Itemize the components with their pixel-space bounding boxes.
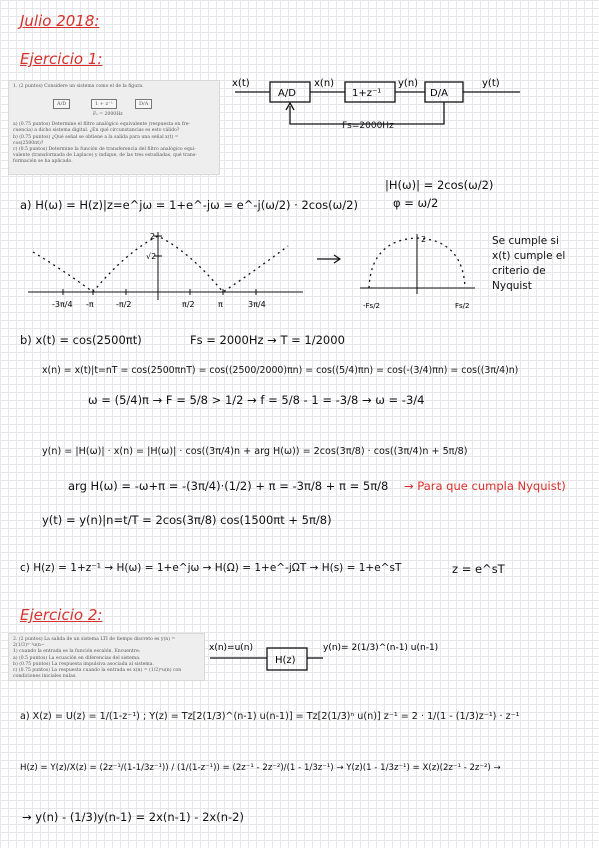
diagram-ad-label: A/D [278,88,296,99]
eq-2a-difference: → y(n) - (1/3)y(n-1) = 2x(n-1) - 2x(n-2) [22,810,244,824]
eq-1b-signal: b) x(t) = cos(2500πt) [20,333,142,347]
exercise-2-statement-clipping [8,633,205,681]
statement-line: condiciones iniciales nulas. [13,674,77,680]
statement-line: valente (transformada de Laplace) y indique, de las tres estudiadas, qué trans- [13,153,197,159]
statement-line: a) (0.75 puntos) Determine el filtro analógico equivalente (respuesta en fre- [13,122,190,128]
statement-line: 2. (2 puntos) La salida de un sistema LTI de tiempo discreto es y(n) = 2(1/3)ⁿ⁻¹u(n− [13,637,176,649]
lti-block-label: H(z) [275,655,296,666]
tick-label: π [218,300,223,309]
diagram-y-out: y(t) [482,78,500,89]
eq-magnitude: |H(ω)| = 2cos(ω/2) [385,178,494,192]
polar-label-2: 2 [421,235,427,244]
eq-2a-transforms: a) X(z) = U(z) = 1/(1-z⁻¹) ; Y(z) = Tz[2(1/3)^(n-1) u(n-1)] = Tz[2(1/3)ⁿ u(n)] z⁻¹ = 2 · 1/(1 - (1/3)z⁻¹) · z⁻¹ [20,711,520,722]
polar-sketch [355,226,480,326]
diagram-xn: x(n) [314,78,335,89]
system-block-diagram [230,72,595,134]
lti-input: x(n)=u(n) [209,643,254,653]
statement-line: c) (0.75 puntos) La respuesta cuando la entrada es x(n) = (1/2)ⁿu(n) con [13,668,182,674]
exercise-1-statement-clipping [8,80,220,175]
exercise-2-title: Ejercicio 2: [20,606,103,624]
polar-label-fs: Fs/2 [455,302,470,310]
eq-1b-arg: arg H(ω) = -ω+π = -(3π/4)·(1/2) + π = -3π/8 + π = 5π/8 [68,479,389,493]
mini-filter-block: 1 + z⁻¹ [91,99,117,109]
lti-block-diagram [205,636,595,676]
diagram-filter-label: 1+z⁻¹ [352,88,382,99]
page-title: Julio 2018: [20,12,100,30]
nyquist-note: Se cumple si x(t) cumple el criterio de Nyquist [492,235,566,292]
polar-label-neg-fs: -Fs/2 [363,302,381,310]
statement-intro: 1. (2 puntos) Considere un sistema como el de la figura. [13,84,144,89]
diagram-yn: y(n) [398,78,419,89]
exercise-1-title: Ejercicio 1: [20,50,103,68]
eq-1b-fs: Fs = 2000Hz → T = 1/2000 [190,333,345,347]
plot-label-sqrt2: √2 [146,252,157,261]
nyquist-remark: → Para que cumpla Nyquist) [404,479,566,493]
eq-1b-freq: ω = (5/4)π → F = 5/8 > 1/2 → f = 5/8 - 1 = -3/8 → ω = -3/4 [88,393,425,407]
statement-line: 1) cuando la entrada es la función escalón. Encuentre: [13,649,141,655]
tick-label: -3π/4 [52,300,73,309]
lti-output: y(n)= 2(1/3)^(n-1) u(n-1) [323,643,439,653]
diagram-da-label: D/A [430,88,448,99]
diagram-fs: Fs=2000Hz [342,121,394,131]
arrow-icon [315,252,345,266]
statement-line: cuencia) a dicho sistema digital. ¿En qué circunstancias es esto válido? [13,128,180,134]
statement-mini-diagram [43,93,215,119]
statement-line: b) (0.75 puntos) ¿Qué señal se obtiene a la salida para una señal x(t) = [13,134,179,140]
mini-ad-block: A/D [53,99,70,109]
eq-1c: c) H(z) = 1+z⁻¹ → H(ω) = 1+e^jω → H(Ω) = 1+e^-jΩT → H(s) = 1+e^sT [20,562,402,574]
statement-line: formación se ha aplicado. [13,159,73,165]
plot-label-2: 2 [150,232,156,241]
eq-1b-yt: y(t) = y(n)|n=t/T = 2cos(3π/8) cos(1500πt + 5π/8) [42,513,332,527]
mini-da-block: D/A [135,99,152,109]
eq-2a-hz: H(z) = Y(z)/X(z) = (2z⁻¹/(1-1/3z⁻¹)) / (1/(1-z⁻¹)) = (2z⁻¹ - 2z⁻²)/(1 - 1/3z⁻¹) → Y(z)(1 - 1/3z⁻¹) = X(z)(2z⁻¹ - 2z⁻²) → [20,763,501,773]
statement-line: cos(2500πt)? [13,140,44,146]
tick-label: 3π/4 [248,300,266,309]
eq-1a: a) H(ω) = H(z)|z=e^jω = 1+e^-jω = e^-j(ω/2) · 2cos(ω/2) [20,198,358,212]
statement-line: c) (0.5 puntos) Determine la función de transferencia del filtro analógico equi- [13,147,196,153]
eq-1c-z: z = e^sT [452,562,505,576]
diagram-x-in: x(t) [232,78,250,89]
eq-1b-yn: y(n) = |H(ω)| · x(n) = |H(ω)| · cos((3π/4)n + arg H(ω)) = 2cos(3π/8) · cos((3π/4)n + 5π/8) [42,446,468,457]
tick-label: π/2 [182,300,195,309]
tick-label: -π [86,300,94,309]
statement-line: b) (0.75 puntos) La respuesta impulsiva asociada al sistema. [13,661,154,667]
eq-phase: φ = ω/2 [393,196,439,210]
tick-label: -π/2 [116,300,132,309]
eq-1b-xn: x(n) = x(t)|t=nT = cos(2500πnT) = cos((2500/2000)πn) = cos((5/4)πn) = cos(-(3/4)πn) = cos((3π/4)n) [42,365,519,376]
statement-line: a) (0.5 puntos) La ecuación en diferencias del sistema. [13,655,141,661]
mini-fs: Fₛ = 2000Hz [93,112,123,118]
magnitude-sketch [18,222,308,317]
